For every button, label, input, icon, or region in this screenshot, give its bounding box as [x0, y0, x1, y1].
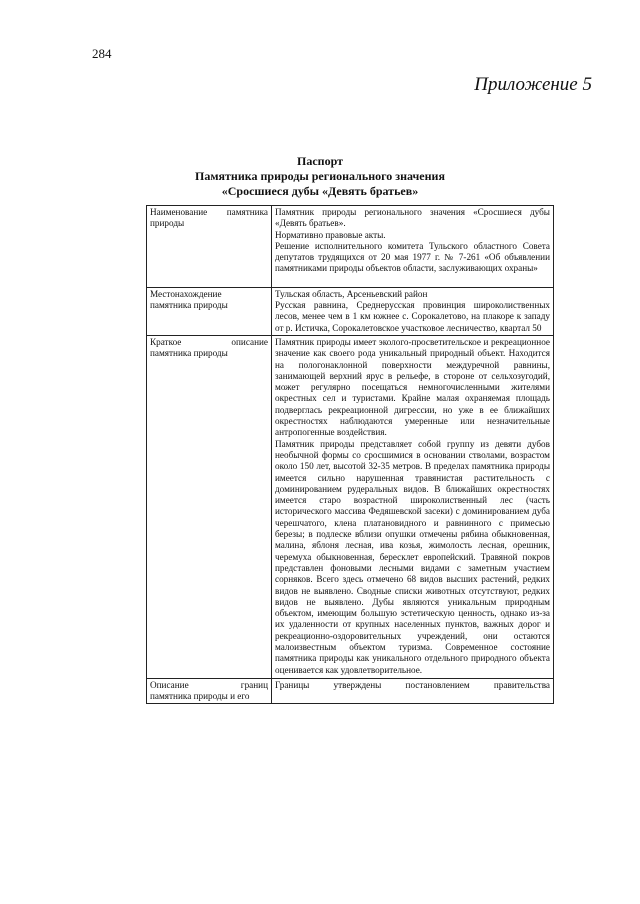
passport-table	[146, 205, 554, 704]
label-line: памятника природы	[150, 348, 228, 359]
label-line: памятника природы и его	[150, 691, 250, 702]
label-line: Наименование памятника	[150, 207, 268, 217]
value-paragraph: Решение исполнительного комитета Тульского областного Совета депутатов трудящихся от 20 мая 1977 г. № 7-261 «Об объявлении памятниками природы объектов области, заслуживающих охраны»	[275, 240, 550, 274]
value-paragraph: Памятник природы регионального значения «Сросшиеся дубы «Девять братьев».	[275, 207, 550, 229]
title-line-passport: Паспорт	[297, 154, 343, 168]
document-title	[0, 154, 640, 199]
row-value	[272, 678, 554, 704]
table-row-location	[147, 287, 554, 335]
page-number: 284	[92, 46, 112, 61]
appendix-label: Приложение 5	[474, 74, 592, 95]
spacer	[275, 275, 550, 286]
label-line: природы	[150, 218, 185, 229]
value-paragraph: Русская равнина, Среднерусская провинция широколиственных лесов, менее чем в 1 км южнее с. Сорокалетово, на плакоре к западу от р. Истичка, Сорокалетовское участковое лесничество, квартал 50	[275, 300, 550, 333]
value-paragraph: Тульская область, Арсеньевский район	[275, 288, 428, 299]
table-row-description	[147, 335, 554, 678]
title-line-name: «Сросшиеся дубы «Девять братьев»	[221, 184, 419, 198]
row-label	[147, 335, 272, 678]
row-value	[272, 287, 554, 335]
value-paragraph: Памятник природы имеет эколого-просветительское и рекреационное значение как своего рода уникальный природный объект. Находится на пологонаклонной поверхности междуречной равнины, занимающей верхний ярус в рельефе, в стороне от сельхозугодий, может регулярно посещаться немногочисленными жителями окрестных сел и туристами. Крайне малая охраняемая площадь подверглась рекреационной дигрессии, но уже в ее ближайших окрестностях наблюдаются умеренные или незначительные антропогенные воздействия.	[275, 336, 550, 438]
table-row-name	[147, 206, 554, 288]
row-label	[147, 678, 272, 704]
value-paragraph: Границы утверждены постановлением правительства	[275, 679, 550, 690]
row-label	[147, 206, 272, 288]
value-paragraph: Нормативно правовые акты.	[275, 229, 386, 240]
label-line: Краткое описание	[150, 336, 268, 347]
value-paragraph: Памятник природы представляет собой группу из девяти дубов необычной формы со сросшимися в основании стволами, возрастом около 150 лет, высотой 32-35 метров. В пределах памятника природы имеется сильно нарушенная травянистая растительность с доминированием рудеральных видов. В ближайших окрестностях имеется старо возрастной широколиственный лес (часть исторического массива Федяшевской засеки) с доминированием дуба черешчатого, клена платановидного и равнинного с примесью березы; в подлеске вблизи опушки отмечены рябина обыкновенная, малина, яблоня лесная, ива козья, жимолость лесная, орешник, черемуха обыкновенная, бересклет европейский. Травяной покров представлен фоновыми лесными видами с заметным участием сорняков. Всего здесь отмечено 68 видов высших растений, редких видов не выявлено. Сводные списки животных отсутствуют, редких видов не выявлено. Дубы являются уникальным природным объектом, имеющим большую эстетическую ценность, однако из-за их удаленности от крупных населенных пунктов, важных дорог и рекреационно-оздоровительных учреждений, они остаются малоизвестным объектом туризма. Современное состояние памятника природы как уникального отдельного природного объекта оценивается как удовлетворительное.	[275, 438, 550, 675]
table-row-boundaries	[147, 678, 554, 704]
title-line-category: Памятника природы регионального значения	[195, 169, 445, 183]
label-line: памятника природы	[150, 300, 228, 311]
row-value	[272, 335, 554, 678]
label-line: Описание границ	[150, 679, 268, 690]
row-label	[147, 287, 272, 335]
label-line: Местонахождение	[150, 288, 222, 299]
row-value	[272, 206, 554, 288]
